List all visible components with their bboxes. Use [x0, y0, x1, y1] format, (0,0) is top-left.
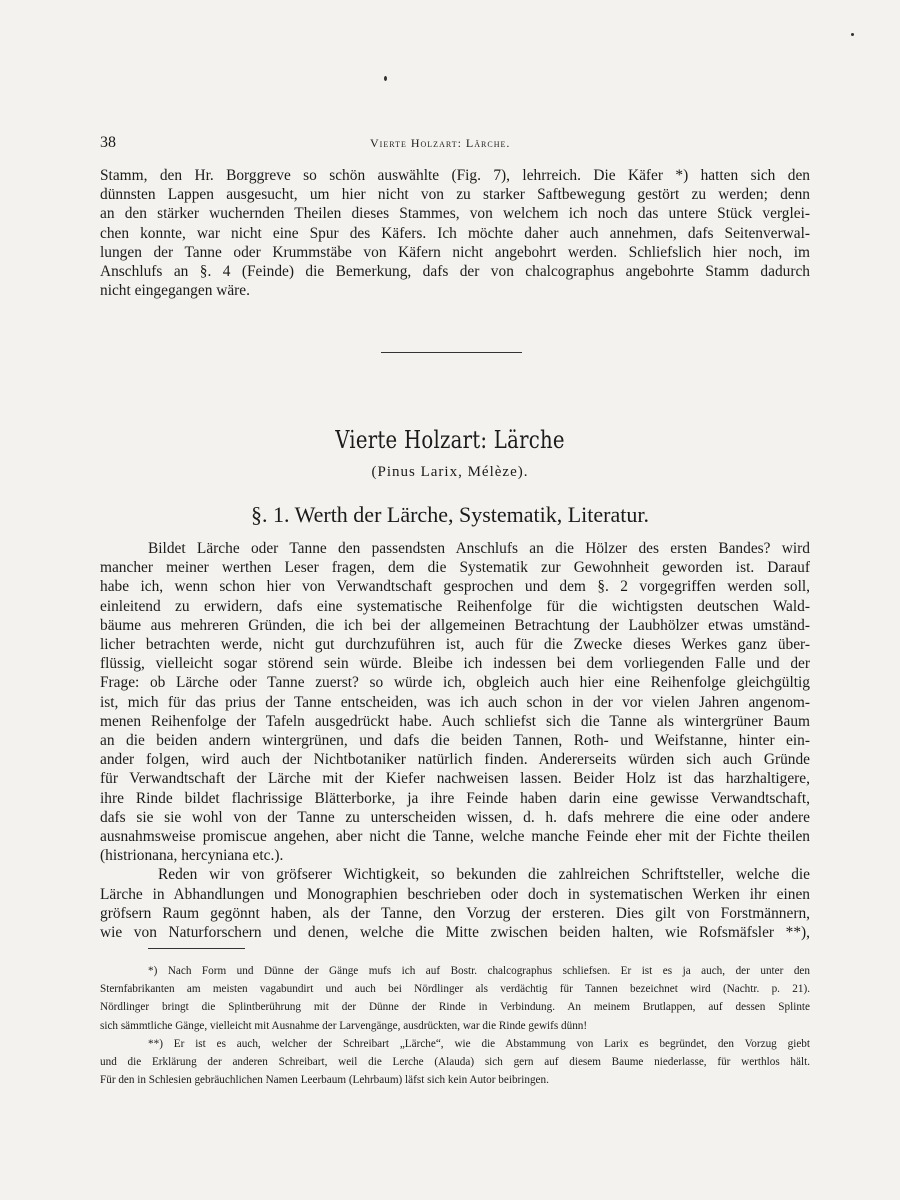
text-line: an den stärker wuchernden Theilen dieses Stammes, von welchem ich noch das untere Stück verglei-: [100, 205, 810, 223]
running-head: [100, 134, 815, 154]
text-line: licher betrachten werde, nicht gut durchzuführen ist, auch für die Zwecke dieses Werkes ganz über-: [100, 636, 810, 654]
ink-speck: [851, 33, 854, 36]
text-line: ausnahmsweise promiscue angehen, aber nicht die Tanne, welche manche Feinde eher mit der Fichte theilen: [100, 828, 810, 846]
text-line: (histrionana, hercyniana etc.).: [100, 847, 284, 865]
footnote-line: **) Er ist es auch, welcher der Schreibart „Lärche“, wie die Abstammung von Larix es begründet, den Vorzug giebt: [148, 1037, 810, 1050]
text-line: Anschlufs an §. 4 (Feinde) die Bemerkung, dafs der von chalcographus angebohrte Stamm dadurch: [100, 263, 810, 281]
text-line: menen Reihenfolge der Tafeln ausgedrückt habe. Auch schliefst sich die Tanne als wintergrüner Baum: [100, 712, 810, 730]
chapter-title: Vierte Holzart: Lärche: [335, 426, 565, 454]
footnote-line: Für den in Schlesien gebräuchlichen Namen Leerbaum (Lehrbaum) läfst sich kein Autor beibringen.: [100, 1074, 549, 1087]
text-line: nicht eingegangen wäre.: [100, 282, 250, 300]
text-line: flüssig, vielleicht sogar störend sein würde. Bleibe ich indessen bei dem vorliegenden Falle und der: [100, 655, 810, 673]
text-line: Frage: ob Lärche oder Tanne zuerst? so würde ich, obgleich auch hier eine Reihenfolge gleichgültig: [100, 674, 810, 692]
footnote-line: sich sämmtliche Gänge, vielleicht mit Ausnahme der Larvengänge, ausdrückten, war die Rinde gewifs dünn!: [100, 1019, 588, 1032]
text-line: ihre Rinde bildet flachrissige Blätterborke, ja ihre Feinde haben darin eine gewisse Verwandtschaft,: [100, 789, 810, 807]
text-line: lungen der Tanne oder Krummstäbe von Käfern nicht angebohrt werden. Schliefslich hier noch, im: [100, 243, 810, 261]
text-line: bäume aus mehreren Gründen, die ich bei der allgemeinen Betrachtung der Laubhölzer etwas umständ-: [100, 616, 810, 634]
text-line: Lärche in Abhandlungen und Monographien beschrieben oder doch in systematischen Werken ihr einen: [100, 885, 810, 903]
body-paragraph: [100, 539, 810, 942]
footnote-line: und die Erklärung der anderen Schreibart, weil die Lerche (Alauda) sich gern auf diesem Baume niederlasse, für werthlos hält.: [100, 1056, 810, 1069]
text-line: dünnsten Lappen ausgesucht, um hier nicht von zu starker Saftbewegung gestört zu werden; denn: [100, 186, 810, 204]
page-number: 38: [100, 134, 116, 151]
footnote-rule: [148, 948, 245, 949]
intro-paragraph: [100, 166, 810, 300]
text-line: Bildet Lärche oder Tanne den passendsten Anschlufs an die Hölzer des ersten Bandes? wird: [148, 540, 810, 557]
running-head-title: Vierte Holzart: Lärche.: [370, 136, 511, 150]
text-line: an die beiden andern wintergrünen, und dafs die beiden Tannen, Roth- und Weifstanne, hinter ein-: [100, 732, 810, 750]
footnotes: [100, 962, 810, 1089]
footnote-line: Nördlinger bringt die Splintberührung mit der Dünne der Rinde in Verbindung. An meinem Brutlappen, auf dessen Splinte: [100, 1001, 810, 1014]
text-line: mancher meiner werthen Leser fragen, dem die Systematik zur Gewohnheit geworden ist. Darauf: [100, 559, 810, 577]
section-divider: [381, 352, 522, 353]
text-line: für Verwandtschaft der Lärche mit der Kiefer nachweisen lassen. Beider Holz ist das harzhaltigere,: [100, 770, 810, 788]
text-line: wie von Naturforschern und denen, welche die Mitte zwischen beiden halten, wie Rofsmäfsler **),: [100, 924, 810, 942]
text-line: ander folgen, wird auch der Nichtbotaniker natürlich finden. Andererseits würden sich auch Gründe: [100, 751, 810, 769]
section-heading: §. 1. Werth der Lärche, Systematik, Literatur.: [251, 502, 649, 527]
text-line: gröfsern Raum gegönnt haben, als der Tanne, den Vorzug der ersteren. Dies gilt von Forstmännern,: [100, 904, 810, 922]
chapter-subtitle: (Pinus Larix, Mélèze).: [371, 464, 529, 480]
text-line: Reden wir von gröfserer Wichtigkeit, so bekunden die zahlreichen Schriftsteller, welche die: [158, 866, 810, 884]
text-line: einleitend zu erwidern, dafs eine systematische Reihenfolge für die wichtigsten deutschen Wald-: [100, 597, 810, 615]
text-line: habe ich, wenn schon hier von Verwandtschaft gesprochen und dem §. 2 vorgegriffen werden soll,: [100, 578, 810, 596]
text-line: Stamm, den Hr. Borggreve so schön auswählte (Fig. 7), lehrreich. Die Käfer *) hatten sich den: [100, 167, 810, 184]
text-line: dafs sie sie wohl von der Tanne zu unterscheiden wissen, d. h. dafs mehrere die eine oder andere: [100, 808, 810, 826]
footnote-line: *) Nach Form und Dünne der Gänge mufs ich auf Bostr. chalcographus schliefsen. Er ist es ja auch, der unter den: [148, 965, 810, 977]
text-line: ist, mich für das prius der Tanne entscheiden, was ich auch schon in der vor vielen Jahren angenom-: [100, 693, 810, 711]
footnote-line: Sternfabrikanten am meisten vagabundirt und auch bei Nördlinger als verdächtig für Tannen bezeichnet wird (Nachtr. p. 21).: [100, 983, 810, 996]
ink-speck: [384, 76, 387, 81]
text-line: chen konnte, war nicht eine Spur des Käfers. Ich möchte daher auch annehmen, dafs Seitenverwal-: [100, 224, 810, 242]
